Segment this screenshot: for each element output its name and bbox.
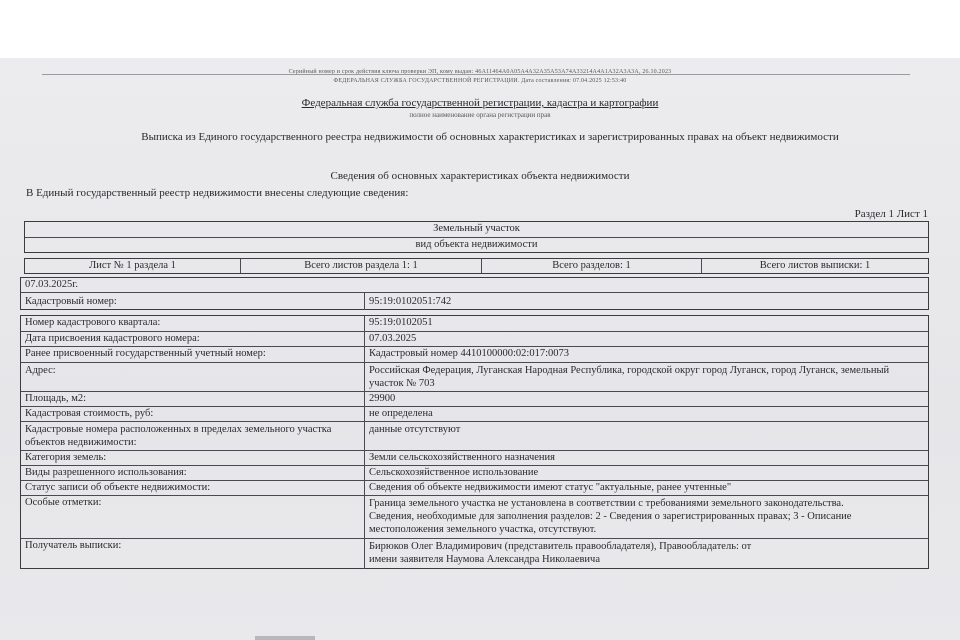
cadastral-number-value: 95:19:0102051:742 [364, 293, 928, 310]
intro-text: В Единый государственный реестр недвижимости внесены следующие сведения: [26, 187, 409, 199]
authority-caption: полное наименование органа регистрации прав [409, 111, 551, 119]
cadastral-number-box [20, 277, 929, 310]
extract-title: Выписка из Единого государственного реестра недвижимости об основных характеристиках и зарегистрированных правах на объект недвижимости [141, 131, 839, 143]
object-type-value: Земельный участок [433, 223, 520, 234]
table-row [21, 451, 928, 466]
field-label: Статус записи об объекте недвижимости: [25, 482, 211, 493]
field-label: Получатель выписки: [25, 540, 122, 551]
table-row [21, 316, 928, 332]
field-label: Кадастровые номера расположенных в пределах земельного участка объектов недвижимости: [25, 424, 332, 448]
table-row [21, 347, 928, 363]
date-value: 07.03.2025г. [25, 279, 78, 290]
field-value: Земли сельскохозяйственного назначения [364, 451, 928, 465]
field-value: 07.03.2025 [364, 332, 928, 346]
field-value: данные отсутствуют [364, 422, 928, 450]
page-edge-mark [255, 636, 315, 640]
section-sheet-label: Раздел 1 Лист 1 [854, 208, 928, 220]
field-label: Кадастровая стоимость, руб: [25, 408, 154, 419]
table-row [21, 466, 928, 481]
sheet-total-section: Всего листов раздела 1: 1 [240, 259, 481, 273]
field-value: 29900 [364, 392, 928, 406]
table-row [21, 363, 928, 392]
field-value: Сельскохозяйственное использование [364, 466, 928, 480]
table-row [21, 539, 928, 569]
field-label: Площадь, м2: [25, 393, 87, 404]
field-value: Бирюков Олег Владимирович (представитель правообладателя), Правообладатель: от имени заявителя Наумова Александра Николаевича [364, 539, 928, 569]
field-value: Сведения об объекте недвижимости имеют статус "актуальные, ранее учтенные" [364, 481, 928, 495]
sheet-total-extract: Всего листов выписки: 1 [701, 259, 928, 273]
field-label: Дата присвоения кадастрового номера: [25, 333, 200, 344]
signature-stamp-line2: ФЕДЕРАЛЬНАЯ СЛУЖБА ГОСУДАРСТВЕННОЙ РЕГИСТРАЦИИ. Дата составления: 07.04.2025 12:53:40 [333, 78, 627, 84]
field-label: Номер кадастрового квартала: [25, 317, 161, 328]
table-row [21, 407, 928, 422]
field-label: Адрес: [25, 365, 56, 376]
section-title: Сведения об основных характеристиках объекта недвижимости [330, 170, 630, 182]
field-label: Ранее присвоенный государственный учетный номер: [25, 348, 266, 359]
table-row [21, 422, 928, 451]
characteristics-table [20, 315, 929, 569]
sheet-total-sections: Всего разделов: 1 [481, 259, 701, 273]
field-label: Виды разрешенного использования: [25, 467, 187, 478]
field-value: 95:19:0102051 [364, 316, 928, 331]
field-value: Кадастровый номер 4410100000:02:017:0073 [364, 347, 928, 362]
signature-stamp-line1: Серийный номер и срок действия ключа проверки ЭП, кому выдан: 46А11464А0А05А4А32А35А53А74А33214А4А1А32А3А3А, 26.10.2023 [288, 69, 672, 75]
field-label: Особые отметки: [25, 497, 102, 508]
field-value: Российская Федерация, Луганская Народная Республика, городской округ город Луганск, город Луганск, земельный участок № 703 [364, 363, 928, 391]
table-row [21, 392, 928, 407]
object-type-box [24, 221, 929, 253]
table-row [21, 332, 928, 347]
table-row [21, 481, 928, 496]
object-type-caption-row [25, 238, 928, 253]
signature-divider [42, 74, 910, 75]
field-value: Граница земельного участка не установлена в соответствии с требованиями земельного законодательства. Сведения, необходимые для заполнения разделов: 2 - Сведения о зарегистрированных правах; 3 - Описание местоположения земельного участка, отсутствуют. [364, 496, 928, 538]
date-row [21, 278, 928, 293]
sheet-info-box [24, 258, 929, 274]
table-row [21, 496, 928, 539]
field-label: Категория земель: [25, 452, 107, 463]
object-type-caption: вид объекта недвижимости [415, 239, 538, 250]
cadastral-number-row [21, 293, 928, 310]
field-value: не определена [364, 407, 928, 421]
cadastral-number-label: Кадастровый номер: [25, 296, 117, 307]
object-type-row [25, 222, 928, 238]
authority-name: Федеральная служба государственной регистрации, кадастра и картографии [301, 97, 659, 109]
sheet-number: Лист № 1 раздела 1 [89, 260, 176, 271]
